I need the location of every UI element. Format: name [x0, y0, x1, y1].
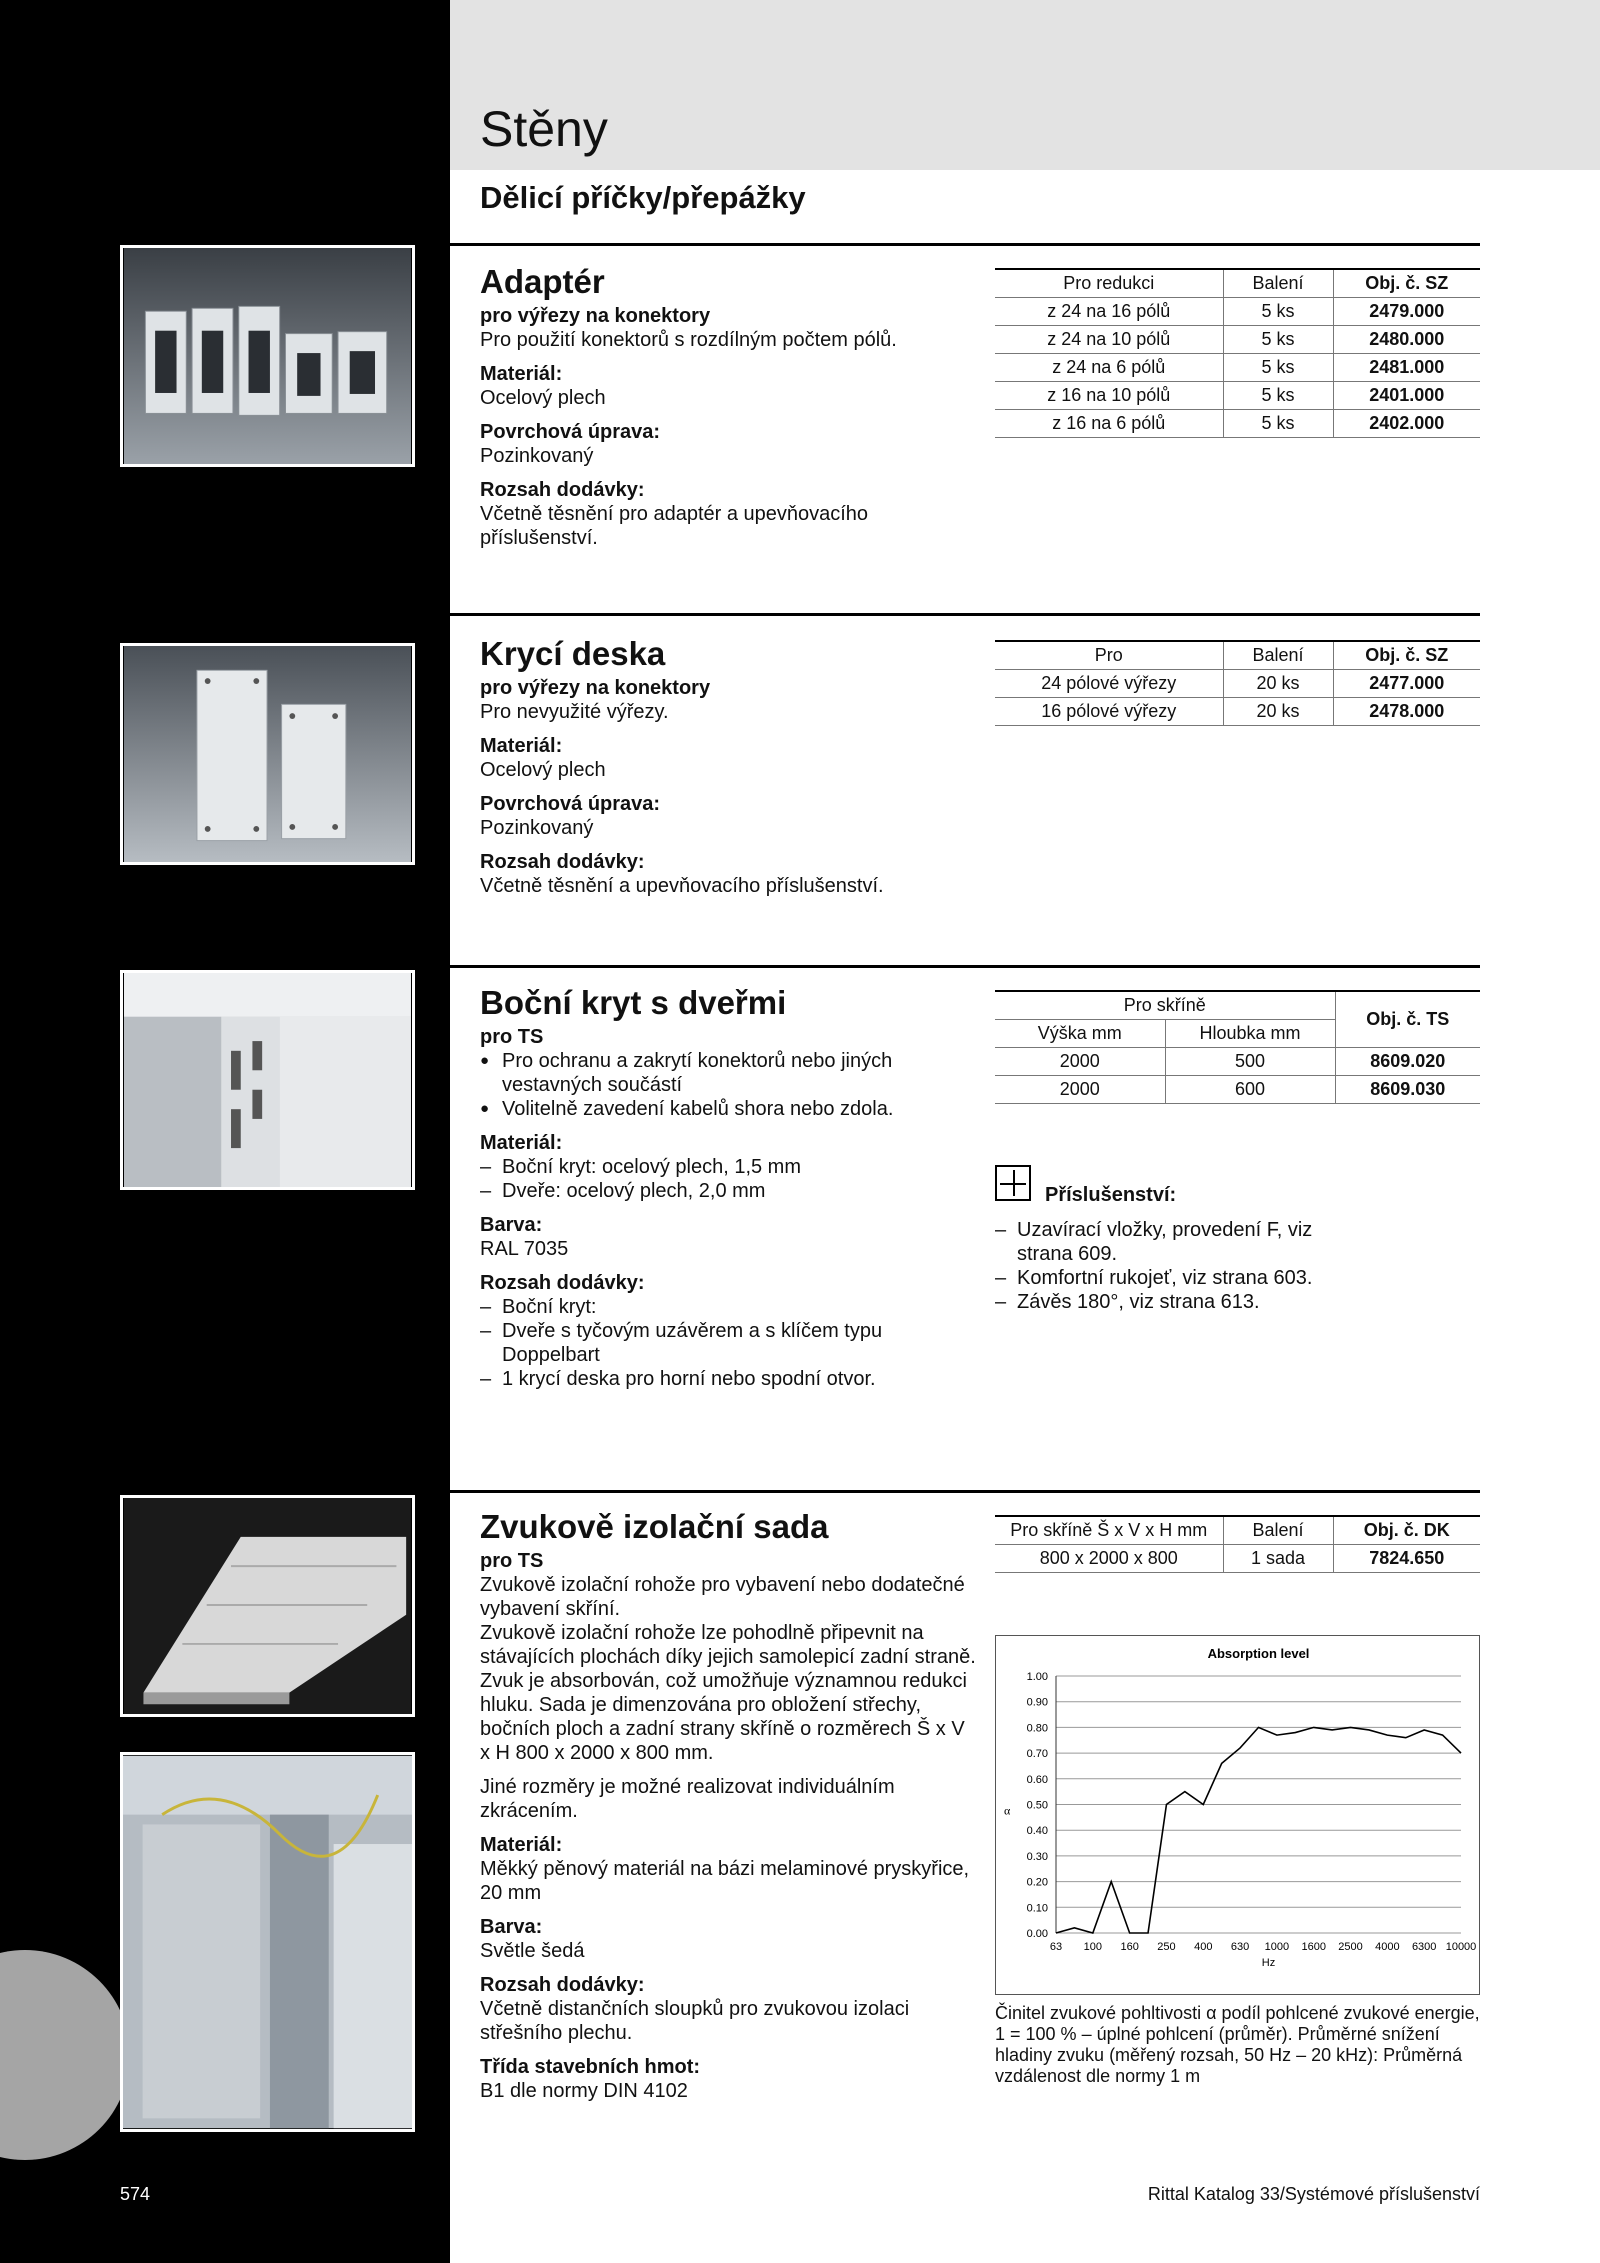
sound-title: Zvukově izolační sada: [480, 1508, 829, 1545]
table-row: [995, 1047, 1480, 1075]
side-section: [480, 983, 980, 1391]
x-tick-label: 630: [1230, 1941, 1250, 1953]
side-material-label: Materiál:: [480, 1132, 563, 1154]
table-cell: 7824.650: [1333, 1544, 1480, 1572]
table-row: [995, 325, 1480, 353]
side-table: [995, 990, 1480, 1104]
table-header: Pro redukci: [995, 269, 1223, 297]
table-row: [995, 1544, 1480, 1572]
adapter-photo: [120, 245, 415, 467]
table-cell: 2479.000: [1333, 297, 1480, 325]
list-item: ● Volitelně zavedení kabelů shora nebo zdola.: [480, 1097, 980, 1121]
sound-sub: pro TS: [480, 1550, 544, 1572]
cabinet-interior-image: [123, 1755, 412, 2129]
table-header: Obj. č. TS: [1335, 991, 1480, 1047]
side-color: RAL 7035: [480, 1238, 569, 1260]
y-tick-label: 0.50: [1026, 1799, 1048, 1812]
sound-scope: Včetně distančních sloupků pro zvukovou izolaci střešního plechu.: [480, 1998, 910, 2044]
list-item: – 1 krycí deska pro horní nebo spodní otvor.: [480, 1367, 980, 1391]
table-cell: 8609.020: [1335, 1047, 1480, 1075]
y-tick-label: 0.20: [1026, 1876, 1048, 1889]
cover-scope-label: Rozsah dodávky:: [480, 851, 645, 873]
sound-desc3: Jiné rozměry je možné realizovat individuálním zkrácením.: [480, 1776, 895, 1822]
sound-section: [480, 1507, 980, 2103]
table-row: [995, 381, 1480, 409]
cover-section: [480, 634, 980, 898]
table-cell: 24 pólové výřezy: [995, 669, 1223, 697]
table-cell: 20 ks: [1223, 669, 1333, 697]
x-tick-label: 6300: [1411, 1941, 1437, 1953]
table-row: [995, 697, 1480, 725]
sound-color-label: Barva:: [480, 1916, 543, 1938]
cover-plate-photo: [120, 643, 415, 865]
cabinet-interior-photo: [120, 1752, 415, 2132]
table-header: Výška mm: [995, 1019, 1165, 1047]
adapter-desc: Pro použití konektorů s rozdílným počtem pólů.: [480, 329, 897, 351]
table-cell: 20 ks: [1223, 697, 1333, 725]
accessories-title: Příslušenství:: [1045, 1184, 1177, 1206]
table-cell: 5 ks: [1223, 381, 1333, 409]
adapter-scope-label: Rozsah dodávky:: [480, 479, 645, 501]
x-tick-label: 100: [1083, 1941, 1102, 1953]
table-row: [995, 297, 1480, 325]
sound-desc2: Zvukově izolační rohože lze pohodlně připevnit na stávajících plochách díky jejich samolepicí zadní straně. Zvuk je absorbován, což umožňuje významnou redukci hluku. Sada je dimenzována pro obložení střechy, bočních ploch a zadní strany skříně o rozměrech Š x V x H 800 x 2000 x 800 mm.: [480, 1622, 976, 1764]
table-cell: 600: [1165, 1075, 1335, 1103]
list-item: – Dveře: ocelový plech, 2,0 mm: [480, 1179, 980, 1203]
x-tick-label: 400: [1194, 1941, 1213, 1953]
cover-material-label: Materiál:: [480, 735, 563, 757]
cover-desc: Pro nevyužité výřezy.: [480, 701, 669, 723]
list-item: – Uzavírací vložky, provedení F, viz strana 609.: [995, 1218, 1355, 1266]
sound-class: B1 dle normy DIN 4102: [480, 2080, 688, 2102]
chart-title: Absorption level: [1207, 1646, 1310, 1661]
x-tick-label: 250: [1157, 1941, 1176, 1953]
table-cell: 2000: [995, 1047, 1165, 1075]
sound-material: Měkký pěnový materiál na bázi melaminové pryskyřice, 20 mm: [480, 1858, 970, 1904]
adapter-surface-label: Povrchová úprava:: [480, 421, 661, 443]
table-cell: 2401.000: [1333, 381, 1480, 409]
cover-plate-image: [123, 646, 412, 862]
accessories-list: [995, 1218, 1355, 1314]
table-cell: z 24 na 10 pólů: [995, 325, 1223, 353]
table-row: [995, 669, 1480, 697]
table-cell: 8609.030: [1335, 1075, 1480, 1103]
cover-table: [995, 640, 1480, 726]
y-tick-label: 0.70: [1026, 1748, 1048, 1761]
side-scope: [480, 1295, 980, 1391]
table-cell: 2480.000: [1333, 325, 1480, 353]
page-subtitle: Dělicí příčky/přepážky: [480, 180, 806, 215]
list-item: ● Pro ochranu a zakrytí konektorů nebo jiných vestavných součástí: [480, 1049, 980, 1097]
table-cell: 5 ks: [1223, 325, 1333, 353]
side-panel-photo: [120, 970, 415, 1190]
table-row: [995, 353, 1480, 381]
x-axis-label: Hz: [1261, 1957, 1276, 1969]
y-tick-label: 0.10: [1026, 1902, 1048, 1915]
x-tick-label: 4000: [1375, 1941, 1400, 1953]
table-header: Obj. č. SZ: [1333, 641, 1480, 669]
list-item: – Boční kryt: ocelový plech, 1,5 mm: [480, 1155, 980, 1179]
sound-table: [995, 1515, 1480, 1573]
table-cell: 16 pólové výřezy: [995, 697, 1223, 725]
table-cell: 800 x 2000 x 800: [995, 1544, 1223, 1572]
x-tick-label: 63: [1049, 1941, 1063, 1953]
x-tick-label: 160: [1120, 1941, 1139, 1953]
list-item: – Závěs 180°, viz strana 613.: [995, 1290, 1355, 1314]
table-cell: 2478.000: [1333, 697, 1480, 725]
x-tick-label: 1000: [1264, 1941, 1290, 1953]
adapter-material-label: Materiál:: [480, 363, 563, 385]
table-header: Balení: [1223, 269, 1333, 297]
adapter-title: Adaptér: [480, 263, 605, 300]
section-divider: [450, 1490, 1480, 1493]
side-sub: pro TS: [480, 1026, 544, 1048]
y-tick-label: 0.80: [1026, 1722, 1048, 1735]
x-tick-label: 2500: [1338, 1941, 1363, 1953]
table-cell: 2481.000: [1333, 353, 1480, 381]
cover-material: Ocelový plech: [480, 759, 606, 781]
y-tick-label: 0.60: [1026, 1773, 1048, 1786]
adapter-sub: pro výřezy na konektory: [480, 305, 711, 327]
side-scope-label: Rozsah dodávky:: [480, 1272, 645, 1294]
y-axis-label: α: [1004, 1803, 1011, 1818]
y-tick-label: 0.40: [1026, 1825, 1048, 1838]
table-header: Obj. č. SZ: [1333, 269, 1480, 297]
table-header: Balení: [1223, 641, 1333, 669]
table-cell: z 16 na 6 pólů: [995, 409, 1223, 437]
cover-sub: pro výřezy na konektory: [480, 677, 711, 699]
adapter-material: Ocelový plech: [480, 387, 606, 409]
page-title: Stěny: [480, 101, 608, 157]
list-item: – Dveře s tyčovým uzávěrem a s klíčem typu Doppelbart: [480, 1319, 980, 1367]
y-tick-label: 0.00: [1026, 1928, 1048, 1940]
side-materials: [480, 1155, 980, 1203]
table-header: Pro: [995, 641, 1223, 669]
adapter-section: [480, 262, 980, 550]
table-cell: 500: [1165, 1047, 1335, 1075]
table-cell: 5 ks: [1223, 409, 1333, 437]
section-divider: [450, 965, 1480, 968]
list-item: – Komfortní rukojeť, viz strana 603.: [995, 1266, 1355, 1290]
side-title: Boční kryt s dveřmi: [480, 984, 787, 1021]
table-header: Obj. č. DK: [1333, 1516, 1480, 1544]
section-divider: [450, 243, 1480, 246]
x-tick-label: 1600: [1301, 1941, 1326, 1953]
page-number: 574: [120, 2184, 151, 2204]
table-row: [995, 409, 1480, 437]
table-header: Balení: [1223, 1516, 1333, 1544]
adapter-surface: Pozinkovaný: [480, 445, 594, 467]
table-cell: 2402.000: [1333, 409, 1480, 437]
adapter-scope: Včetně těsnění pro adaptér a upevňovacího příslušenství.: [480, 503, 869, 549]
side-bullets: [480, 1049, 980, 1121]
side-panel-image: [123, 973, 412, 1187]
cover-title: Krycí deska: [480, 635, 666, 672]
side-color-label: Barva:: [480, 1214, 543, 1236]
table-cell: 5 ks: [1223, 297, 1333, 325]
accessories-plus-icon: [995, 1165, 1031, 1201]
absorption-chart: [995, 1635, 1480, 1995]
table-cell: 1 sada: [1223, 1544, 1333, 1572]
sound-material-label: Materiál:: [480, 1834, 563, 1856]
y-tick-label: 0.90: [1026, 1696, 1048, 1709]
table-header: Hloubka mm: [1165, 1019, 1335, 1047]
table-cell: 2000: [995, 1075, 1165, 1103]
section-divider: [450, 613, 1480, 616]
y-tick-label: 1.00: [1026, 1671, 1048, 1683]
cover-scope: Včetně těsnění a upevňovacího příslušenství.: [480, 875, 884, 897]
table-row: [995, 1075, 1480, 1103]
table-cell: 5 ks: [1223, 353, 1333, 381]
table-cell: z 24 na 16 pólů: [995, 297, 1223, 325]
absorption-chart-svg: [996, 1636, 1481, 1996]
table-cell: z 24 na 6 pólů: [995, 353, 1223, 381]
cover-surface: Pozinkovaný: [480, 817, 594, 839]
table-cell: 2477.000: [1333, 669, 1480, 697]
y-tick-label: 0.30: [1026, 1850, 1048, 1863]
cover-surface-label: Povrchová úprava:: [480, 793, 661, 815]
foam-mat-image: [123, 1498, 412, 1714]
list-item: – Boční kryt:: [480, 1295, 980, 1319]
sound-desc1: Zvukově izolační rohože pro vybavení nebo dodatečné vybavení skříní.: [480, 1574, 965, 1620]
chart-caption: Činitel zvukové pohltivosti α podíl pohlcené zvukové energie, 1 = 100 % – úplné pohlcení (průměr). Průměrné snížení hladiny zvuku (měřený rozsah, 50 Hz – 20 kHz): Průměrná vzdálenost dle normy 1 m: [995, 2003, 1480, 2086]
x-tick-label: 10000: [1445, 1941, 1477, 1953]
footer-catalog: Rittal Katalog 33/Systémové příslušenství: [1147, 2184, 1480, 2204]
header-band: [450, 0, 1600, 170]
sound-class-label: Třída stavebních hmot:: [480, 2056, 701, 2078]
foam-mat-photo: [120, 1495, 415, 1717]
table-cell: z 16 na 10 pólů: [995, 381, 1223, 409]
adapter-table: [995, 268, 1480, 438]
sound-color: Světle šedá: [480, 1940, 585, 1962]
table-group-header: Pro skříně: [995, 991, 1335, 1019]
sound-scope-label: Rozsah dodávky:: [480, 1974, 645, 1996]
adapter-image: [123, 248, 412, 464]
table-header: Pro skříně Š x V x H mm: [995, 1516, 1223, 1544]
